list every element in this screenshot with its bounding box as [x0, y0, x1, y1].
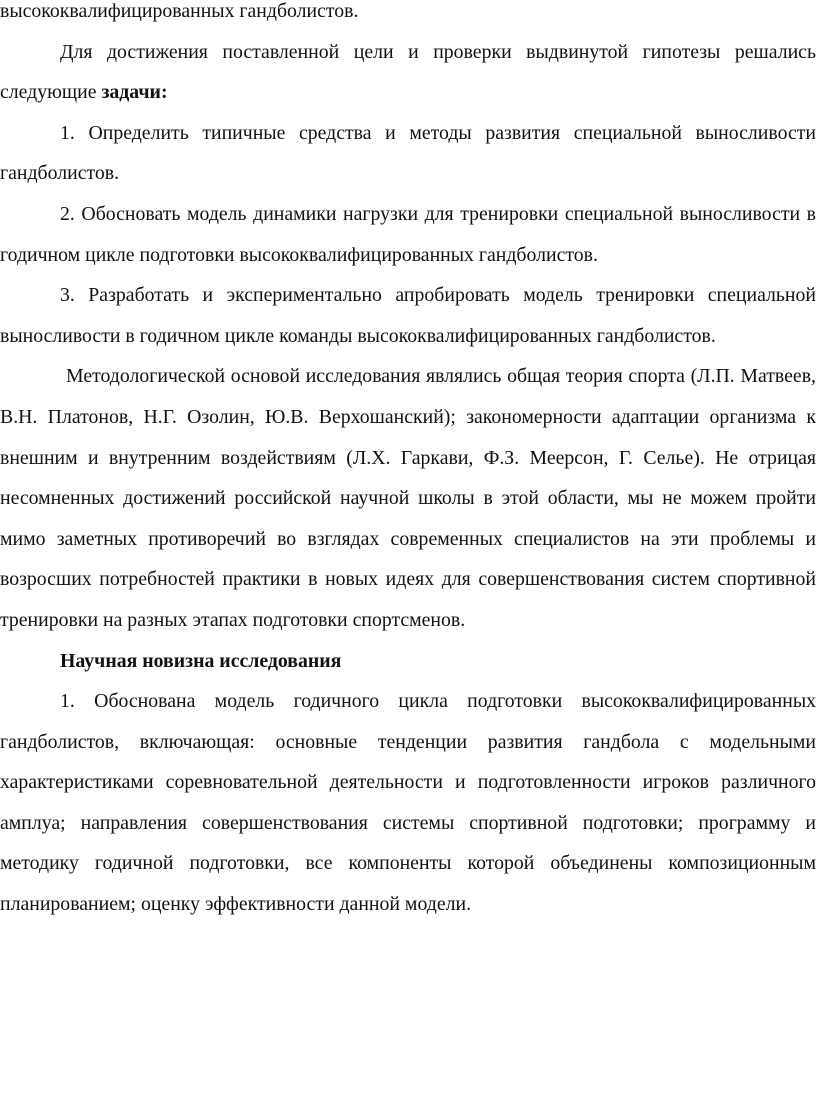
novelty-heading: Научная новизна исследования	[60, 649, 342, 672]
tasks-bold-word: задачи:	[101, 81, 168, 104]
task-item-2: 2. Обосновать модель динамики нагрузки для тренировки специальной выносливости в годичном цикле подготовки высококвалифицированных гандболистов.	[0, 202, 816, 266]
task-item-3: 3. Разработать и экспериментально апробировать модель тренировки специальной выносливости в годичном цикле команды высококвалифицированных гандболистов.	[0, 284, 816, 347]
tasks-intro-text: Для достижения поставленной цели и проверки выдвинутой гипотезы решались следующие	[0, 40, 816, 104]
task-item-1: 1. Определить типичные средства и методы развития специальной выносливости гандболистов.	[0, 121, 816, 185]
tasks-intro-paragraph	[0, 32, 816, 113]
methodology-paragraph: Методологической основой исследования являлись общая теория спорта (Л.П. Матвеев, В.Н. Платонов, Н.Г. Озолин, Ю.В. Верхошанский); закономерности адаптации организма к внешним и внутренним воздействиям (Л.Х. Гаркави, Ф.З. Меерсон, Г. Селье). Не отрицая несомненных достижений российской научной школы в этой области, мы не можем пройти мимо заметных противоречий во взглядах современных специалистов на эти проблемы и возросших потребностей практики в новых идеях для совершенствования систем спортивной тренировки на разных этапах подготовки спортсменов.	[0, 365, 816, 631]
intro-tail-paragraph: высококвалифицированных гандболистов.	[0, 0, 359, 22]
novelty-item-1: 1. Обоснована модель годичного цикла подготовки высококвалифицированных гандболистов, включающая: основные тенденции развития гандбола с модельными характеристиками соревновательной деятельности и подготовленности игроков различного амплуа; направления совершенствования системы спортивной подготовки; программу и методику годичной подготовки, все компоненты которой объединены композиционным планированием; оценку эффективности данной модели.	[0, 690, 816, 916]
